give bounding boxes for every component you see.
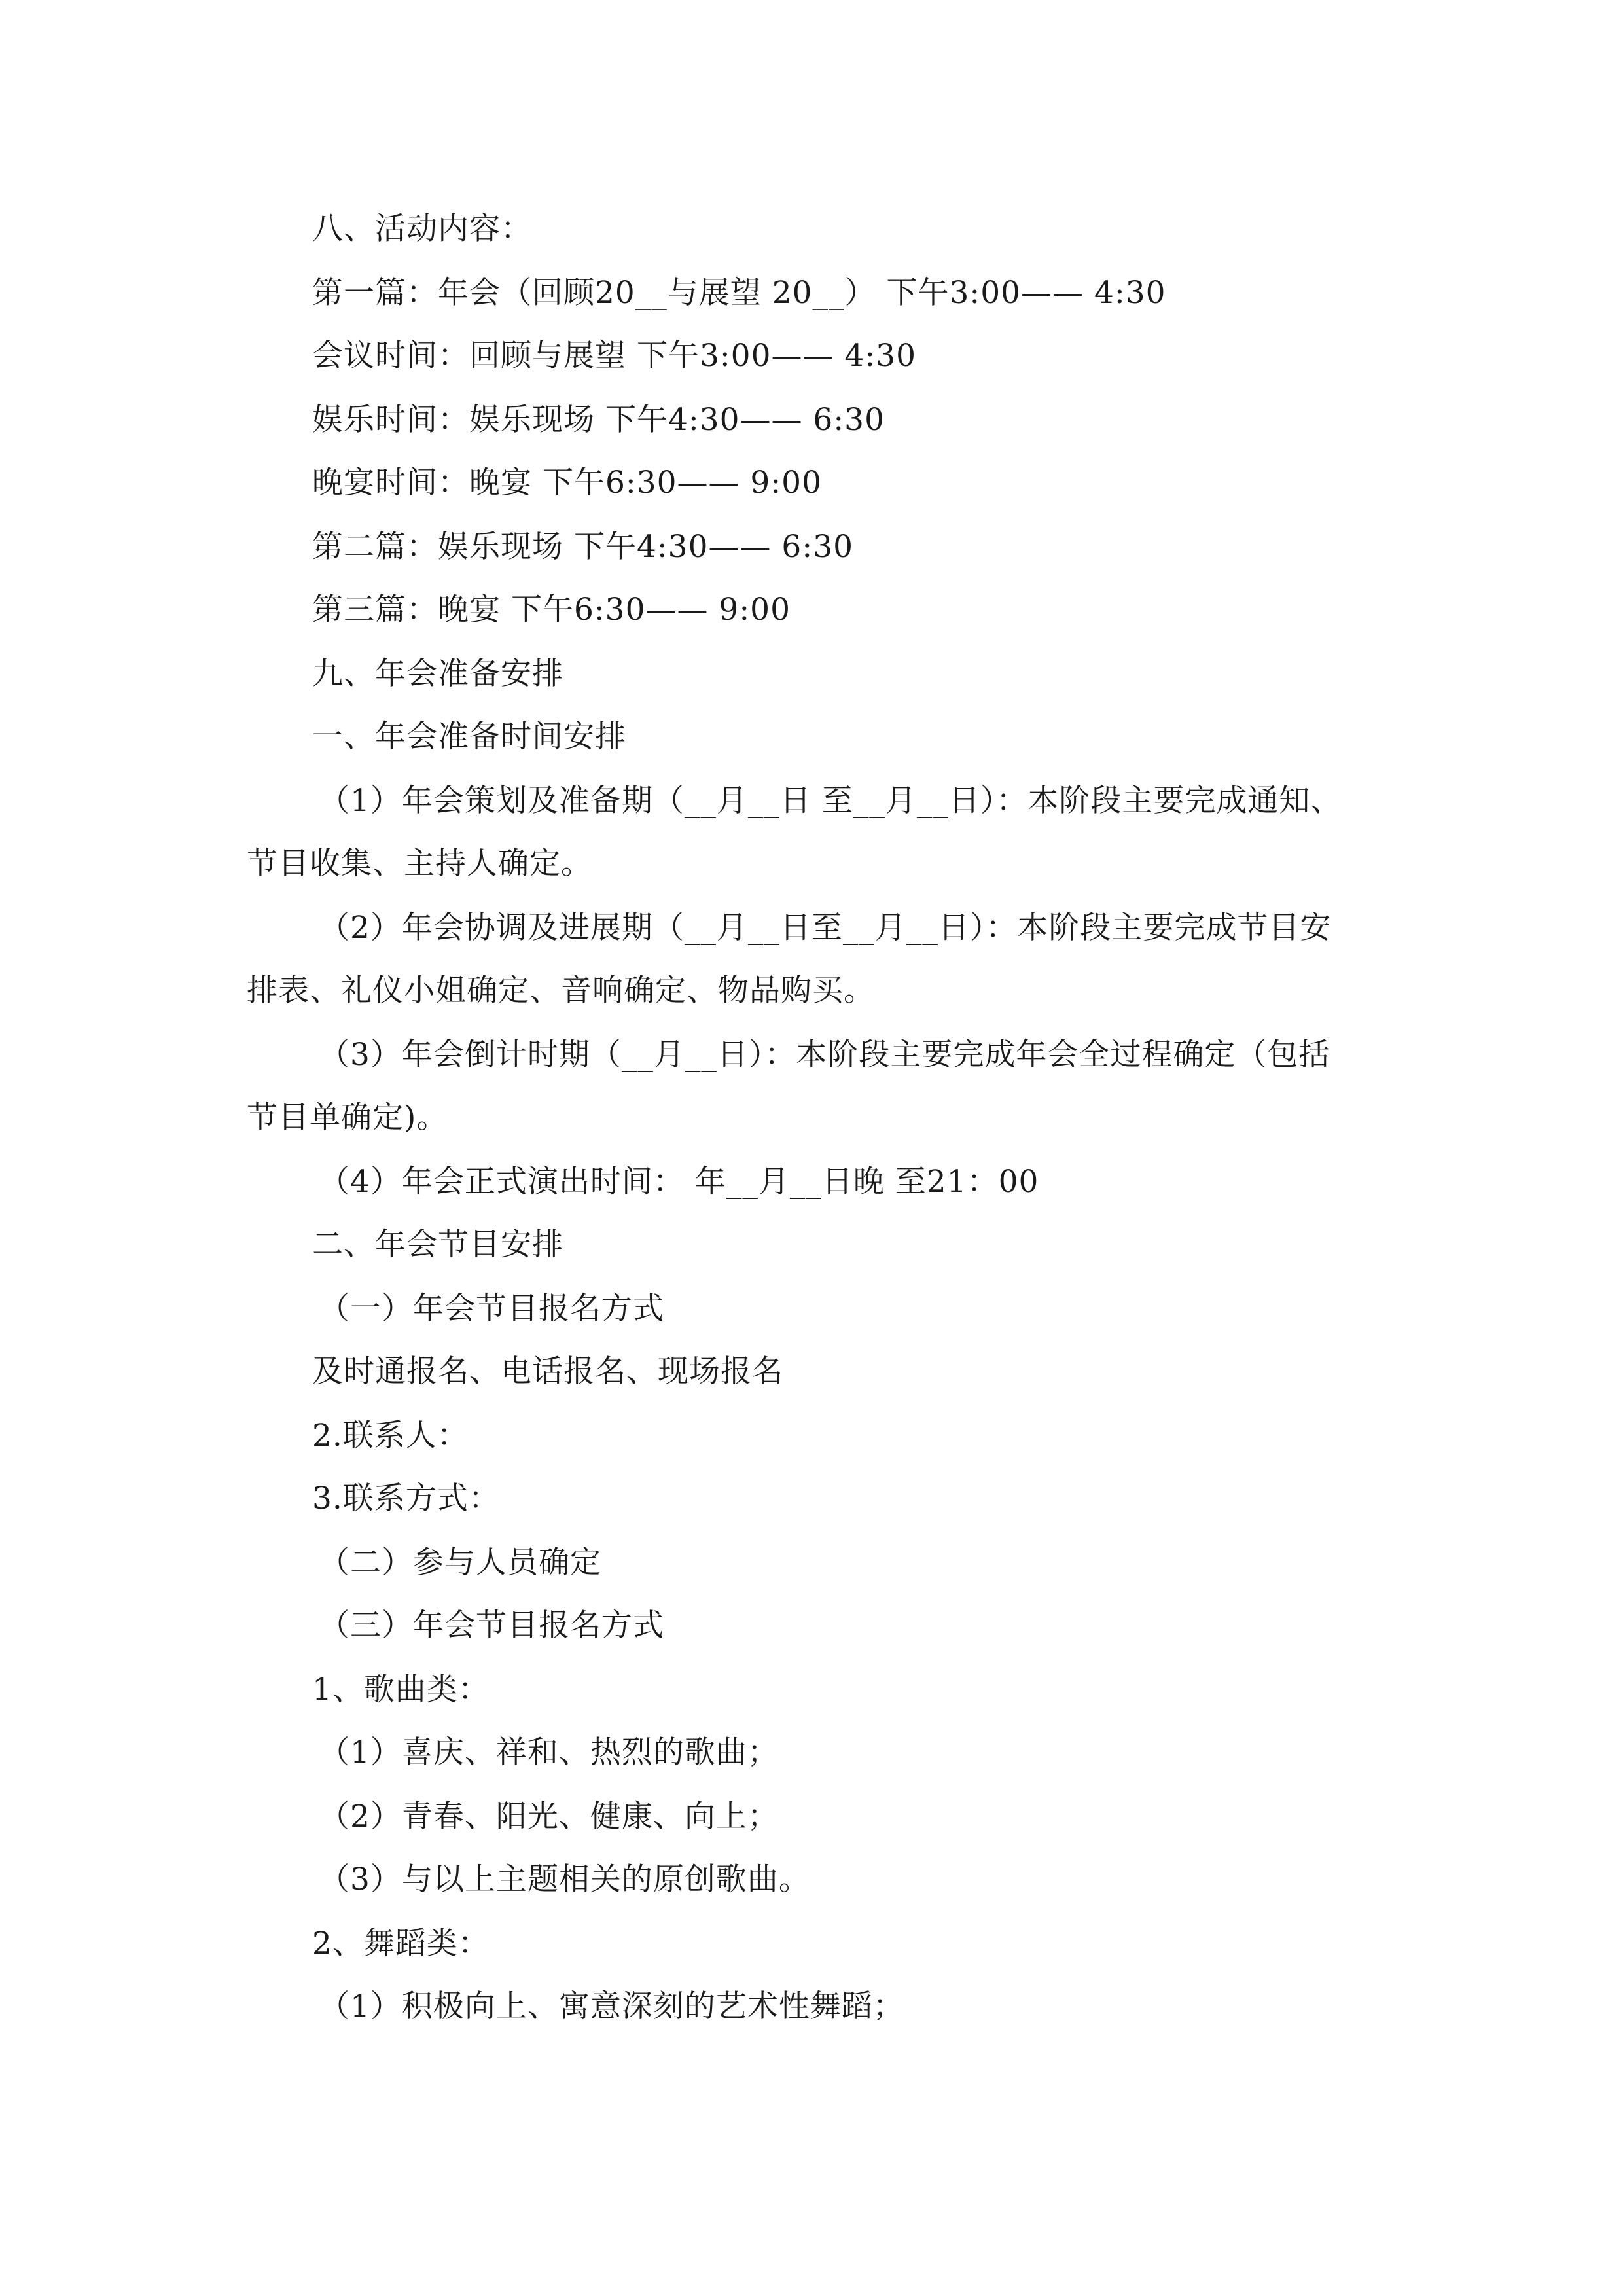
text-line: （4）年会正式演出时间： 年__月__日晚 至21：00: [319, 1164, 1039, 1200]
text-line: （1）喜庆、祥和、热烈的歌曲；: [319, 1734, 779, 1770]
text-line: （二）参与人员确定: [319, 1545, 601, 1581]
text-line: （三）年会节目报名方式: [319, 1607, 664, 1643]
section-heading-activity-content: 八、活动内容：: [312, 211, 532, 247]
text-line: 会议时间：回顾与展望 下午3:00—— 4:30: [312, 338, 916, 374]
text-line: 排表、礼仪小姐确定、音响确定、物品购买。: [247, 973, 875, 1009]
subsection-heading-schedule: 一、年会准备时间安排: [312, 719, 626, 755]
text-line: （一）年会节目报名方式: [319, 1291, 664, 1327]
text-line: 第二篇：娱乐现场 下午4:30—— 6:30: [312, 529, 853, 565]
text-line: 2.联系人：: [312, 1418, 469, 1454]
text-line: 节目单确定)。: [247, 1100, 448, 1136]
text-line: 晚宴时间：晚宴 下午6:30—— 9:00: [312, 465, 822, 501]
text-line: 及时通报名、电话报名、现场报名: [312, 1354, 783, 1390]
text-line: 1、歌曲类：: [312, 1672, 490, 1708]
text-line: （1）积极向上、寓意深刻的艺术性舞蹈；: [319, 1988, 904, 2024]
text-line: 3.联系方式：: [312, 1480, 500, 1516]
section-heading-preparation: 九、年会准备安排: [312, 656, 563, 692]
text-line: 娱乐时间：娱乐现场 下午4:30—— 6:30: [312, 402, 885, 438]
text-line: （2）年会协调及进展期（__月__日至__月__日）：本阶段主要完成节目安: [319, 910, 1332, 946]
text-line: （2）青春、阳光、健康、向上；: [319, 1799, 779, 1835]
text-line: 第三篇：晚宴 下午6:30—— 9:00: [312, 592, 791, 628]
text-line: 第一篇：年会（回顾20__与展望 20__） 下午3:00—— 4:30: [312, 275, 1166, 311]
text-line: （3）与以上主题相关的原创歌曲。: [319, 1861, 810, 1897]
text-line: 2、舞蹈类：: [312, 1926, 490, 1962]
text-line: 节目收集、主持人确定。: [247, 846, 592, 882]
text-line: （3）年会倒计时期（__月__日）：本阶段主要完成年会全过程确定（包括: [319, 1037, 1330, 1073]
text-line: （1）年会策划及准备期（__月__日 至__月__日）：本阶段主要完成通知、: [319, 783, 1342, 819]
subsection-heading-program: 二、年会节目安排: [312, 1227, 563, 1263]
